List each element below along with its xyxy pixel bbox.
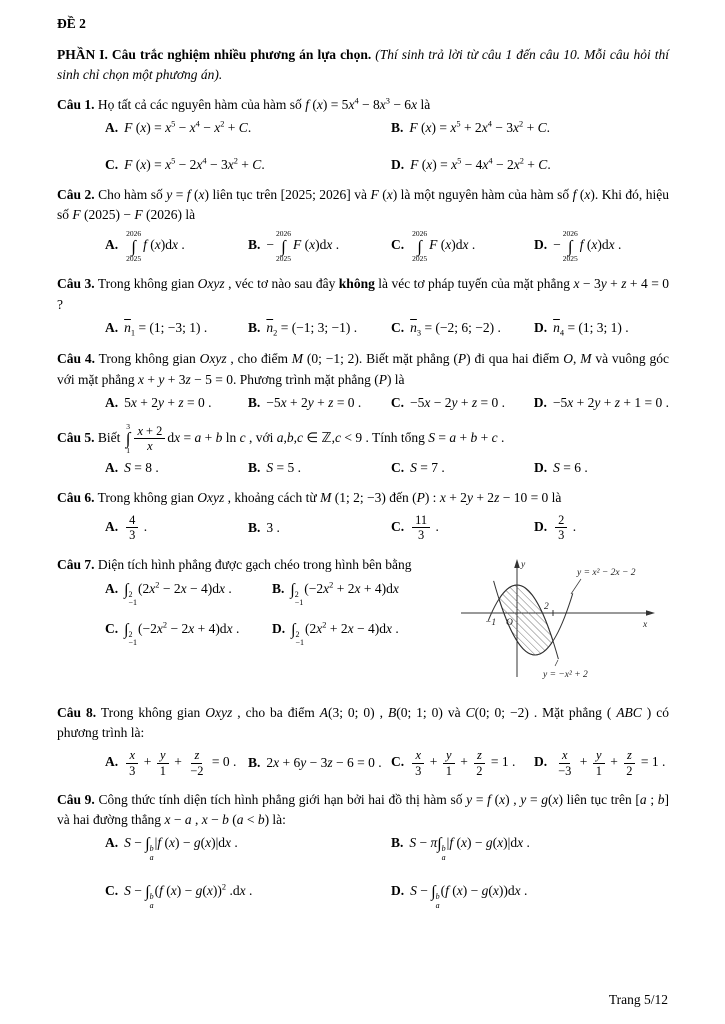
- option-key: D.: [534, 754, 548, 770]
- question-body: Trong không gian Oxyz , véc tơ nào sau đây không là véc tơ pháp tuyến của mặt phẳng x − 3y + z + 4 = 0 ?: [57, 276, 670, 312]
- question-text: [57, 703, 669, 744]
- option-formula: S = 5 .: [266, 459, 302, 475]
- question-options: [57, 835, 669, 911]
- figure-origin-label: O: [506, 617, 513, 628]
- question-body: Trong không gian Oxyz , cho ba điểm A(3; 0; 0) , B(0; 1; 0) và C(0; 0; −2) . Mặt phẳng ( ABC ) có phương trình là:: [57, 704, 669, 740]
- option-key: C.: [390, 394, 404, 410]
- option-formula: 3 .: [266, 519, 280, 535]
- option-formula: S − ∫ b a |f (x) − g(x)|dx .: [124, 835, 238, 863]
- option-key: B.: [248, 237, 261, 253]
- section-title: [57, 45, 669, 86]
- question-options: [57, 460, 669, 476]
- question-options: [57, 395, 669, 411]
- question-1-option-a: [105, 120, 383, 137]
- question-9-option-b: [391, 835, 669, 863]
- question-body: Công thức tính diện tích hình phẳng giới hạn bởi hai đồ thị hàm số y = f (x) , y = g(x) liên tục trên [a ; b] và hai đường thẳng x − a , x − b (a < b) là:: [57, 791, 670, 828]
- question-body: Diện tích hình phẳng được gạch chéo trong hình bên bằng: [97, 556, 412, 572]
- question-body: Biết 3 ∫ 1 $\frac{x + 2}{x}$ dx = a + b ln c , với a,b,c ∈ ℤ,c < 9 . Tính tổng S = a + b + c .: [97, 421, 505, 456]
- page-footer: Trang 5/12: [608, 992, 668, 1007]
- question-6-option-a: [105, 513, 240, 543]
- option-key: A.: [105, 754, 119, 770]
- question-label: Câu 4.: [57, 351, 95, 367]
- question-6-option-c: [391, 513, 526, 543]
- option-key: B.: [247, 394, 261, 410]
- option-formula: $\frac{4}{3}$ .: [124, 519, 147, 534]
- option-key: A.: [105, 120, 119, 136]
- question-options: [57, 320, 669, 338]
- option-formula: S = 6 .: [553, 459, 588, 475]
- question-7-option-b: [272, 580, 431, 608]
- question-options: [57, 748, 669, 778]
- question-options: [57, 120, 669, 173]
- option-key: B.: [391, 120, 404, 136]
- option-formula: 2026 ∫ 2025 F (x)dx .: [412, 229, 476, 263]
- option-key: B.: [272, 580, 285, 596]
- question-9-option-a: [105, 835, 383, 863]
- option-formula: ∫ 2 −1 $(-2x^2 + 2x + 4)dx$: [290, 580, 399, 608]
- question-6-option-d: [534, 513, 669, 543]
- option-key: A.: [105, 580, 119, 596]
- option-formula: S = 8 .: [124, 459, 159, 475]
- option-formula: F $(x) = x^5 - x^4 - x^2 + C$.: [124, 119, 252, 136]
- question-body: Họ tất cả các nguyên hàm của hàm số f $(x) = 5x^4 - 8x^3 - 6x$ là: [97, 96, 431, 112]
- option-key: D.: [533, 394, 547, 410]
- question-5-option-d: [534, 460, 669, 476]
- question-label: Câu 5.: [57, 430, 95, 446]
- question-2-option-c: [391, 230, 526, 262]
- option-key: D.: [534, 319, 548, 335]
- option-formula: 2026 ∫ 2025 f (x)dx .: [126, 229, 185, 263]
- question-7: [57, 555, 669, 691]
- option-formula: $\overline{n}_1 = (1$; −3; 1) .: [124, 319, 208, 338]
- option-formula: $\frac{2}{3}$ .: [553, 519, 576, 534]
- question-4-option-a: [105, 395, 240, 411]
- option-key: A.: [105, 835, 119, 851]
- question-9-option-c: [105, 883, 383, 911]
- question-label: Câu 2.: [57, 186, 95, 202]
- question-4-option-c: [391, 395, 526, 411]
- question-3-option-c: [391, 320, 526, 338]
- question-2-option-d: [534, 230, 669, 262]
- question-8-option-b: [248, 755, 383, 771]
- option-formula: ∫ 2 −1 $(2x^2 + 2x - 4)dx$ .: [291, 620, 399, 648]
- option-key: C.: [391, 319, 405, 335]
- option-formula: F $(x) = x^5 + 2x^4 - 3x^2 + C$.: [409, 119, 550, 136]
- option-key: C.: [391, 754, 405, 770]
- question-5-option-a: [105, 460, 240, 476]
- question-3-option-d: [534, 320, 669, 338]
- question-5: [57, 423, 669, 476]
- option-key: D.: [391, 883, 405, 899]
- option-key: D.: [534, 459, 548, 475]
- question-1: [57, 95, 669, 173]
- option-formula: $\frac{11}{3}$ .: [410, 519, 439, 534]
- question-3-option-a: [105, 320, 240, 338]
- question-text: [57, 555, 431, 575]
- page-title: ĐỀ 2: [57, 16, 86, 31]
- question-label: Câu 9.: [57, 791, 95, 807]
- question-1-option-c: [105, 156, 383, 173]
- option-formula: $\frac{x}{3}$ + $\frac{y}{1}$ + $\frac{z}{2}$ = 1 .: [410, 754, 515, 769]
- option-key: C.: [105, 156, 119, 172]
- question-2-option-a: [105, 230, 240, 262]
- option-formula: −5x − 2y + z = 0 .: [409, 394, 505, 410]
- question-label: Câu 3.: [57, 276, 95, 292]
- figure-xaxis-label: x: [643, 619, 648, 630]
- option-formula: − 2026 ∫ 2025 f (x)dx .: [553, 229, 622, 263]
- question-text: [57, 274, 669, 315]
- option-key: D.: [272, 620, 286, 636]
- option-key: B.: [248, 755, 261, 771]
- figure-tick-minus1-label: −1: [485, 617, 497, 628]
- option-formula: S − ∫ b a (f (x) − g(x))$^2$ .dx .: [124, 882, 253, 911]
- option-formula: $\frac{x}{3}$ + $\frac{y}{1}$ + $\frac{z}{-2}$ = 0 .: [124, 754, 236, 769]
- question-3-option-b: [248, 320, 383, 338]
- question-body: Trong không gian Oxyz , cho điểm M (0; −1; 2). Biết mặt phẳng (P) đi qua hai điểm O, M và vuông góc với mặt phẳng x + y + 3z − 5 = 0. Phương trình mặt phẳng (P) là: [57, 351, 669, 387]
- question-label: Câu 8.: [57, 704, 97, 720]
- option-key: D.: [534, 237, 548, 253]
- figure-tick-2-label: 2: [544, 601, 549, 612]
- option-key: A.: [105, 394, 119, 410]
- question-4-option-b: [248, 395, 383, 411]
- question-8-option-d: [534, 748, 669, 778]
- option-formula: $\overline{n}_2 = (-1$; 3; −1) .: [266, 319, 358, 338]
- question-4: [57, 349, 669, 411]
- question-7-option-d: [272, 620, 431, 648]
- questions-container: [57, 95, 669, 912]
- option-key: D.: [391, 156, 405, 172]
- option-formula: F $(x) = x^5 - 2x^4 - 3x^2 + C$.: [124, 156, 265, 172]
- curve1-leader: [571, 579, 581, 594]
- question-1-option-d: [391, 156, 669, 173]
- option-key: C.: [105, 883, 119, 899]
- q7-figure: [447, 553, 669, 687]
- option-formula: −5x + 2y + z = 0 .: [266, 394, 362, 410]
- section-title-bold: PHẦN I. Câu trắc nghiệm nhiều phương án lựa chọn.: [57, 47, 372, 62]
- option-formula: S − π∫ b a |f (x) − g(x)|dx .: [409, 835, 530, 863]
- question-8-option-a: [105, 748, 240, 778]
- question-8-option-c: [391, 748, 526, 778]
- question-9-option-d: [391, 883, 669, 911]
- x-axis-arrow: [646, 610, 655, 616]
- figure-yaxis-label: y: [521, 559, 526, 570]
- curve2-leader: [555, 660, 558, 666]
- option-formula: $\overline{n}_3 = (-2$; 6; −2) .: [410, 319, 501, 338]
- option-formula: S = 7 .: [410, 459, 445, 475]
- question-options: [57, 513, 669, 543]
- option-formula: −5x + 2y + z + 1 = 0 .: [552, 394, 669, 410]
- option-key: C.: [105, 620, 119, 636]
- option-key: A.: [105, 519, 119, 535]
- option-formula: 5x + 2y + z = 0 .: [124, 394, 212, 410]
- y-axis-arrow: [514, 559, 520, 568]
- option-key: C.: [391, 519, 405, 535]
- option-formula: $\overline{n}_4 = (1$; 3; 1) .: [553, 319, 629, 338]
- section-title-italic: (Thí sinh trả lời từ câu 1 đến câu 10. Mỗi câu hỏi thí sinh chỉ chọn một phương án).: [57, 47, 669, 83]
- option-formula: − 2026 ∫ 2025 F (x)dx .: [266, 229, 340, 263]
- question-2-option-b: [248, 230, 383, 262]
- question-label: Câu 6.: [57, 489, 95, 505]
- question-label: Câu 7.: [57, 556, 95, 572]
- question-4-option-d: [534, 395, 669, 411]
- figure-curve2-label: y = −x² + 2: [543, 669, 588, 680]
- option-formula: 2x + 6y − 3z − 6 = 0 .: [266, 755, 382, 771]
- option-key: C.: [391, 459, 405, 475]
- question-options: [57, 580, 431, 648]
- question-text: [57, 185, 669, 226]
- option-key: B.: [391, 835, 404, 851]
- question-text: [57, 423, 669, 455]
- question-8: [57, 703, 669, 778]
- option-key: B.: [248, 319, 261, 335]
- option-key: C.: [391, 237, 405, 253]
- option-key: A.: [105, 237, 119, 253]
- option-formula: $\frac{x}{-3}$ + $\frac{y}{1}$ + $\frac{z}{2}$ = 1 .: [558, 748, 666, 778]
- question-5-option-b: [248, 460, 383, 476]
- question-text: [57, 790, 669, 831]
- question-text: [57, 488, 669, 508]
- question-7-option-c: [105, 620, 264, 648]
- option-formula: F $(x) = x^5 - 4x^4 - 2x^2 + C$.: [410, 156, 551, 172]
- option-key: D.: [534, 519, 548, 535]
- question-1-option-b: [391, 120, 669, 137]
- question-9: [57, 790, 669, 911]
- option-formula: S − ∫ b a (f (x) − g(x))dx .: [410, 883, 528, 910]
- option-key: A.: [105, 459, 119, 475]
- question-5-option-c: [391, 460, 526, 476]
- question-body: Trong không gian Oxyz , khoảng cách từ M (1; 2; −3) đến (P) : x + 2y + 2z − 10 = 0 là: [97, 489, 562, 505]
- question-6-option-b: [248, 520, 383, 536]
- question-text: [57, 349, 669, 390]
- option-formula: ∫ 2 −1 $(-2x^2 - 2x + 4)dx$ .: [124, 620, 240, 648]
- option-key: A.: [105, 319, 119, 335]
- question-2: [57, 185, 669, 263]
- question-7-option-a: [105, 580, 264, 608]
- option-formula: ∫ 2 −1 $(2x^2 - 2x - 4)dx$ .: [124, 580, 232, 608]
- question-text: [57, 95, 669, 115]
- option-key: B.: [248, 519, 261, 535]
- question-body: Cho hàm số y = f (x) liên tục trên [2025; 2026] và F (x) là một nguyên hàm của hàm số f (x). Khi đó, hiệu số F (2025) − F (2026) là: [57, 186, 669, 222]
- question-3: [57, 274, 669, 337]
- question-6: [57, 488, 669, 543]
- figure-curve1-label: y = x² − 2x − 2: [577, 567, 636, 578]
- question-options: [57, 230, 669, 262]
- option-key: B.: [248, 459, 261, 475]
- question-label: Câu 1.: [57, 96, 95, 112]
